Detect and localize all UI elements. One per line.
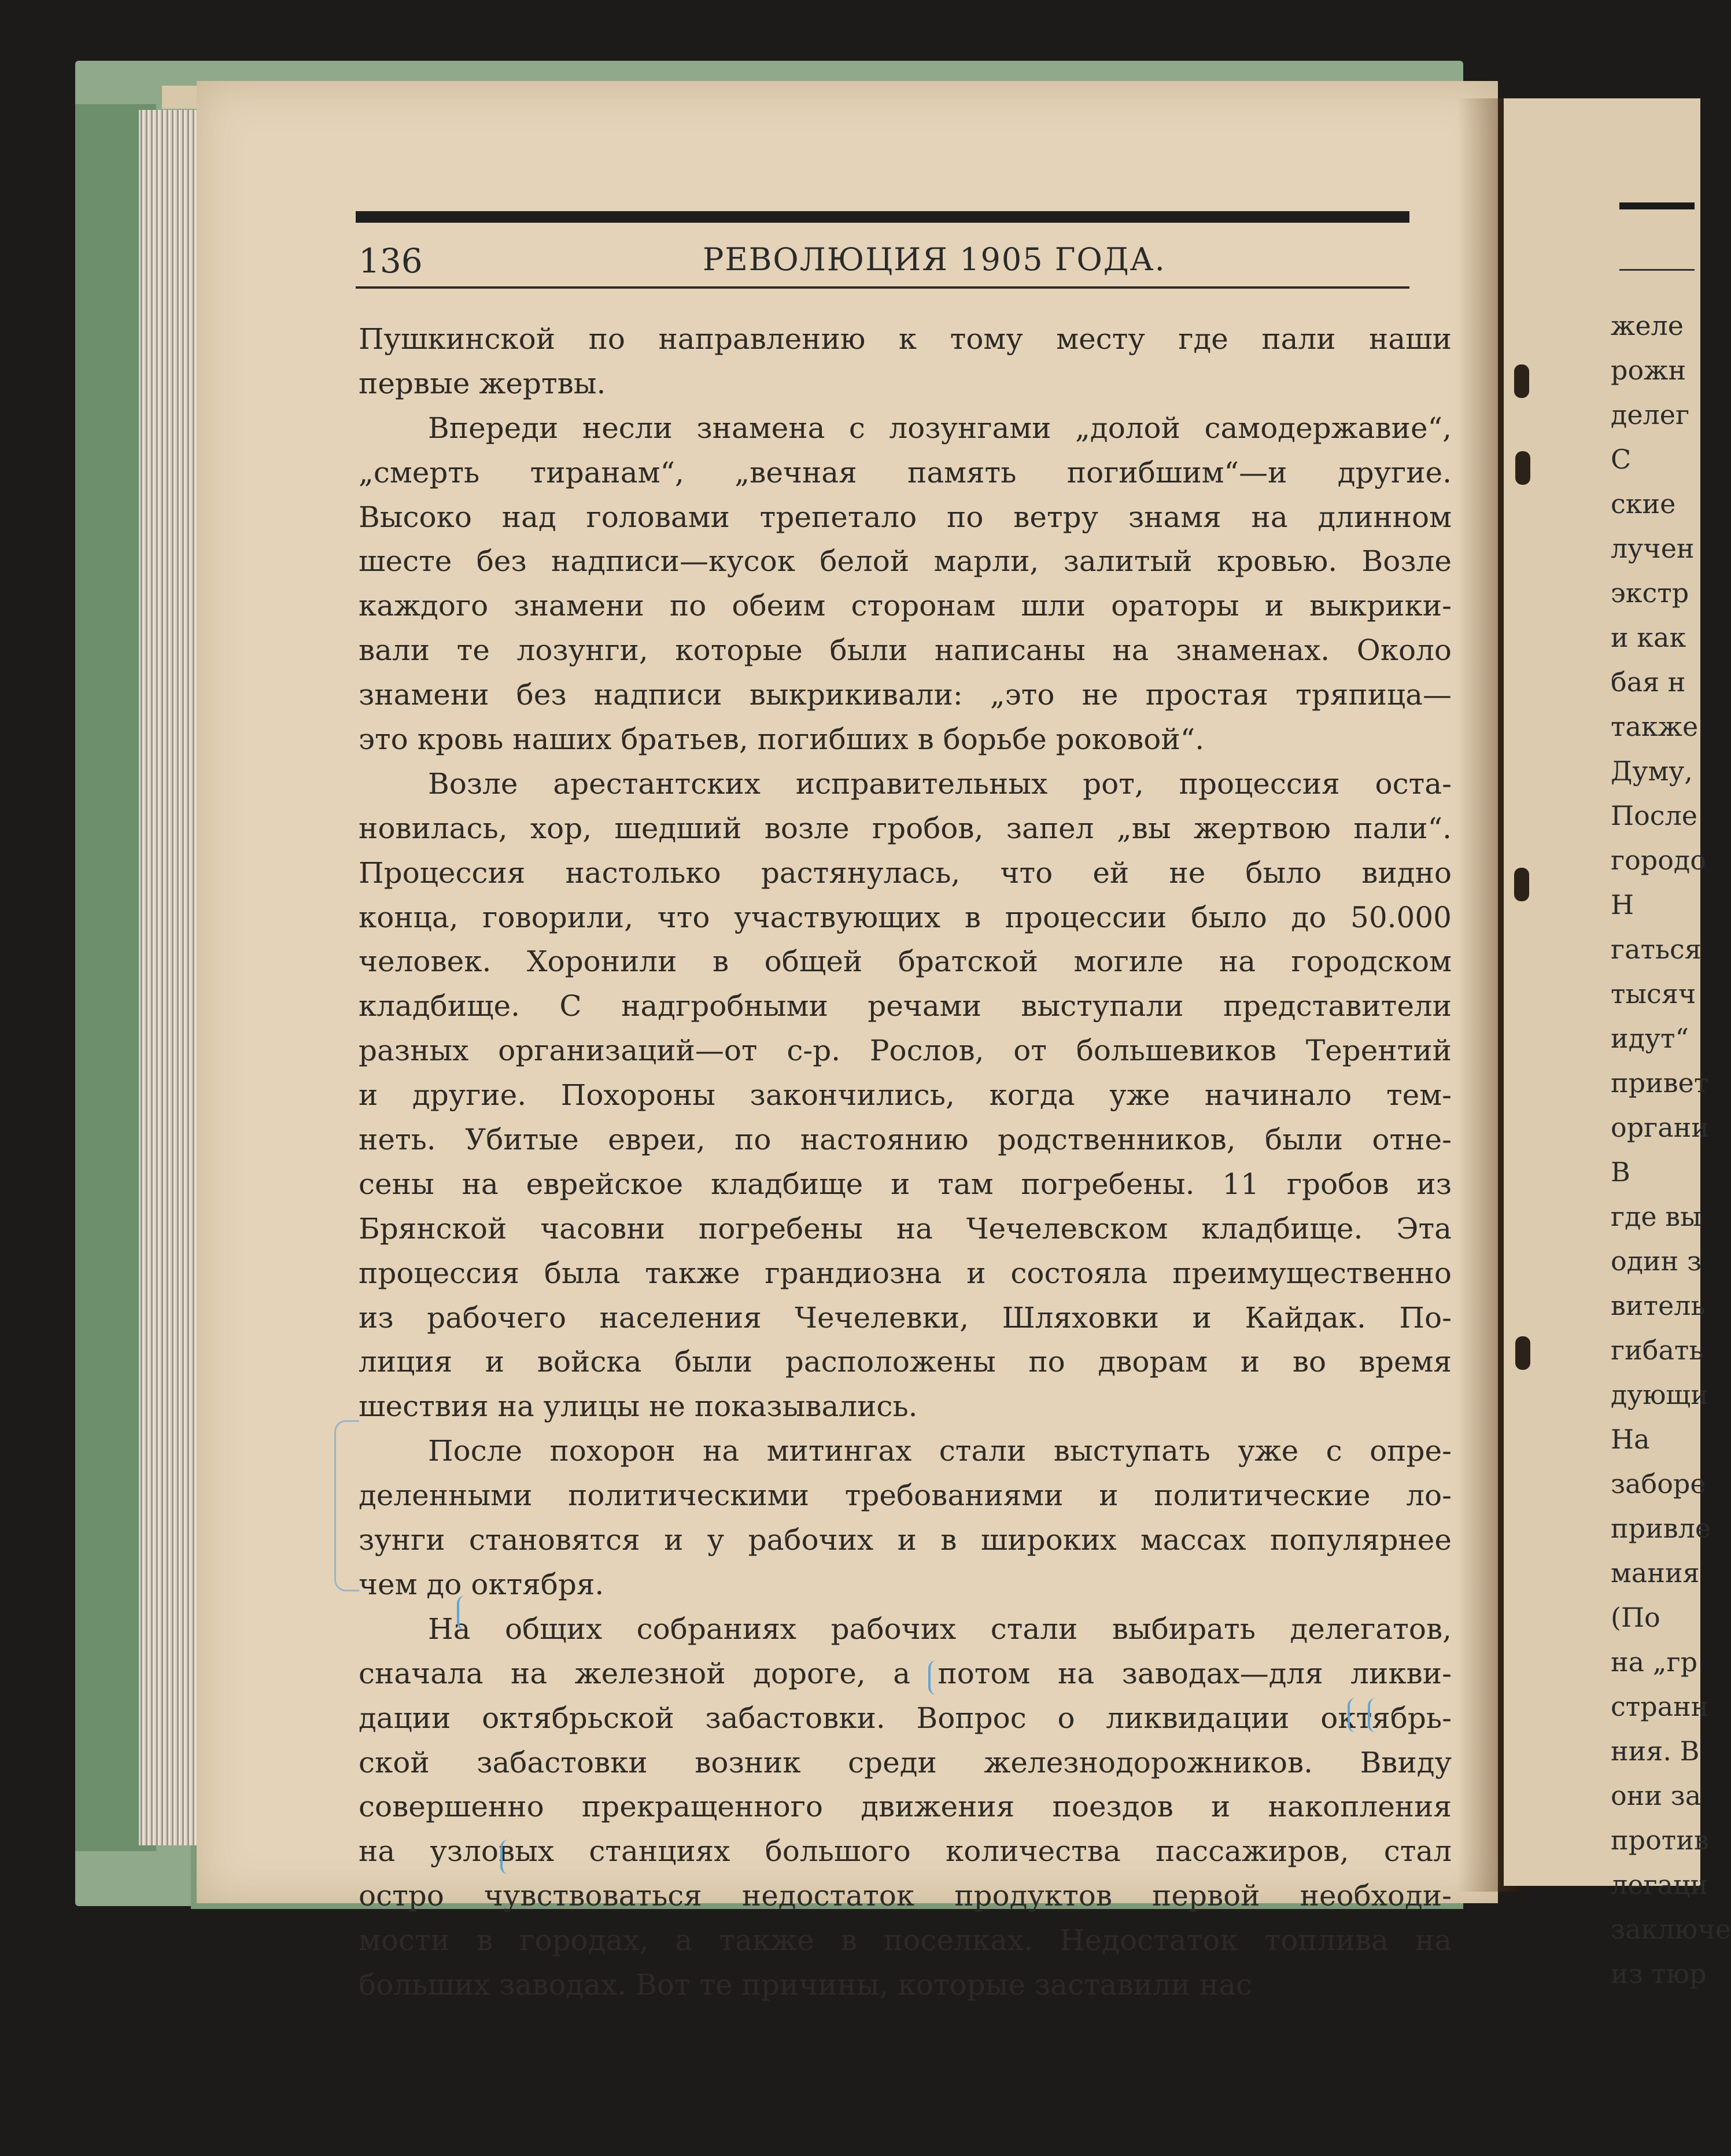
facing-text-line: против [1611,1825,1709,1856]
facing-text-line: где вы [1611,1201,1702,1232]
text-line: конца, говорили, что участвующих в процессии было до 50.000 [359,900,1452,934]
header-rule-thick [356,211,1409,223]
text-line: лиция и войска были расположены по дворам и во время [359,1345,1452,1379]
facing-text-line: делег [1611,399,1690,430]
text-line: Брянской часовни погребены на Чечелевском кладбище. Эта [359,1211,1452,1245]
text-line: из рабочего населения Чечелевки, Шляховки и Кайдак. По- [359,1300,1452,1335]
facing-text-line: они за [1611,1780,1702,1811]
page-number: 136 [359,241,423,281]
text-line: кладбище. С надгробными речами выступали представители [359,989,1452,1023]
text-line: сначала на железной дороге, а потом на заводах—для ликви- [359,1656,1452,1690]
binding-thread [1514,364,1529,398]
margin-pencil-bracket [334,1420,359,1591]
text-line: человек. Хоронили в общей братской могиле на городском [359,945,1452,979]
text-line: новилась, хор, шедший возле гробов, запел „вы жертвою пали“. [359,811,1452,845]
facing-text-line: витель [1611,1290,1706,1321]
pencil-bracket-mark [928,1660,939,1695]
text-line: это кровь наших братьев, погибших в борьбе роковой“. [359,723,1205,757]
text-line: остро чувствоваться недостаток продуктов первой необходи- [359,1879,1452,1913]
facing-text-line: на „гр [1611,1646,1698,1678]
facing-text-line: привет [1611,1067,1709,1099]
facing-text-line: странн [1611,1691,1709,1722]
facing-text-line: ния. В [1611,1735,1700,1767]
facing-text-line: С [1611,444,1632,475]
body-text [359,317,1452,2007]
facing-text-line: идут“ [1611,1023,1689,1054]
facing-text-line: и как [1611,622,1686,653]
text-line: зунги становятся и у рабочих и в широких массах популярнее [359,1523,1452,1557]
text-line: Возле арестантских исправительных рот, процессия оста- [428,766,1452,801]
pencil-bracket-mark [500,1840,511,1874]
facing-text-line: экстр [1611,577,1689,609]
pencil-bracket-mark [1368,1698,1378,1733]
text-line: шествия на улицы не показывались. [359,1390,918,1424]
text-line: и другие. Похороны закончились, когда уже начинало тем- [359,1078,1452,1112]
text-line: неть. Убитые евреи, по настоянию родственников, были отне- [359,1123,1452,1157]
binding-thread [1515,451,1530,485]
text-line: На общих собраниях рабочих стали выбирать делегатов, [428,1612,1452,1646]
text-line: больших заводах. Вот те причины, которые заставили нас [359,1967,1253,2002]
facing-text-line: органи [1611,1112,1709,1143]
facing-text-line: желе [1611,310,1684,341]
text-line: Процессия настолько растянулась, что ей не было видно [359,856,1452,890]
facing-text-line: из тюр [1611,1958,1707,1989]
facing-text-line: тысяч [1611,978,1696,1009]
text-line: процессия была также грандиозна и состояла преимущественно [359,1256,1452,1290]
text-line: Впереди несли знамена с лозунгами „долой самодержавие“, [428,411,1452,445]
facing-page-text [1611,304,1731,1996]
facing-text-line: (По [1611,1602,1660,1633]
facing-text-line: После [1611,800,1698,831]
text-line: ской забастовки возник среди железнодорожников. Ввиду [359,1745,1452,1779]
facing-text-line: мания [1611,1557,1700,1589]
text-line: мости в городах, а также в поселках. Недостаток топлива на [359,1923,1452,1958]
facing-text-line: заборе [1611,1468,1706,1499]
facing-text-line: бая н [1611,666,1686,698]
facing-text-line: один з [1611,1245,1702,1277]
text-line: деленными политическими требованиями и политические ло- [359,1479,1452,1513]
facing-text-line: рожн [1611,355,1686,386]
facing-text-line: На [1611,1424,1650,1455]
text-line: После похорон на митингах стали выступать уже с опре- [428,1434,1452,1468]
facing-text-line: также [1611,711,1699,742]
text-line: совершенно прекращенного движения поездов и накопления [359,1790,1452,1824]
facing-text-line: гибать [1611,1335,1704,1366]
facing-text-line: Н [1611,889,1634,920]
facing-text-line: Думу, [1611,755,1693,787]
facing-text-line: городо [1611,845,1706,876]
facing-text-line: лучен [1611,533,1695,564]
facing-page-head-rule [1619,269,1695,271]
facing-text-line: заключе [1611,1914,1731,1945]
header-rule-thin [356,286,1409,289]
text-line: каждого знамени по обеим сторонам шли ораторы и выкрики- [359,589,1452,623]
facing-text-line: привле [1611,1513,1711,1544]
facing-text-line: В [1611,1156,1630,1188]
facing-text-line: дующи [1611,1379,1708,1410]
text-line: шесте без надписи—кусок белой марли, залитый кровью. Возле [359,544,1452,578]
text-line: дации октябрьской забастовки. Вопрос о ликвидации октябрь- [359,1701,1452,1735]
facing-text-line: легаци [1611,1869,1708,1900]
facing-page-top-rule [1619,202,1695,209]
page-header [356,234,1409,289]
pencil-bracket-mark [457,1595,467,1630]
text-line: на узловых станциях большого количества пассажиров, стал [359,1834,1452,1868]
binding-thread [1515,1336,1530,1370]
text-line: вали те лозунги, которые были написаны на знаменах. Около [359,633,1452,668]
text-line: сены на еврейское кладбище и там погребены. 11 гробов из [359,1167,1452,1201]
facing-text-line: гаться [1611,934,1702,965]
pencil-bracket-mark [1348,1698,1358,1733]
text-line: Пушкинской по направлению к тому месту где пали наши [359,322,1452,356]
text-line: разных организаций—от с-р. Рослов, от большевиков Терентий [359,1034,1452,1068]
facing-text-line: ские [1611,488,1676,519]
text-line: Высоко над головами трепетало по ветру знамя на длинном [359,500,1452,534]
text-line: „смерть тиранам“, „вечная память погибшим“—и другие. [359,455,1452,489]
text-line: первые жертвы. [359,366,606,400]
text-line: знамени без надписи выкрикивали: „это не простая тряпица— [359,678,1452,712]
text-line: чем до октября. [359,1567,604,1601]
running-head: РЕВОЛЮЦИЯ 1905 ГОДА. [703,241,1166,278]
binding-thread [1514,868,1529,901]
